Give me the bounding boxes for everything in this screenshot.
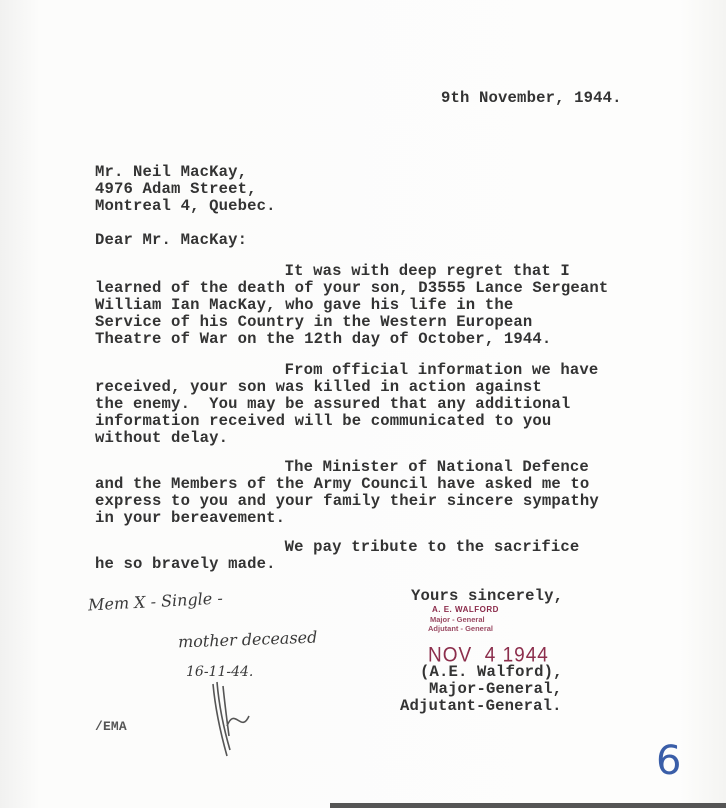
recipient-name: Mr. Neil MacKay, — [95, 163, 248, 181]
stamp-post: Adjutant - General — [428, 624, 494, 633]
reference-initials: /EMA — [95, 719, 127, 734]
handwritten-note-line2: mother deceased — [177, 627, 318, 652]
text-line: without delay. — [95, 429, 229, 447]
letter-date: 9th November, 1944. — [441, 89, 622, 107]
recipient-street: 4976 Adam Street, — [95, 180, 257, 198]
handwritten-initials-icon — [205, 676, 265, 766]
handwritten-note-date: 16-11-44. — [186, 664, 254, 680]
text-line: We pay tribute to the sacrifice — [104, 538, 580, 556]
text-line: learned of the death of your son, D3555 Lance Sergeant — [95, 279, 609, 297]
text-line: he so bravely made. — [95, 555, 276, 573]
text-line: in your bereavement. — [95, 509, 286, 527]
received-date-stamp: NOV 4 1944 — [428, 643, 549, 667]
text-line: The Minister of National Defence — [104, 458, 589, 476]
text-line: From official information we have — [104, 361, 599, 379]
text-line: express to you and your family their sincere sympathy — [95, 492, 599, 510]
handwritten-note-line1: Mem X - Single - — [87, 588, 224, 615]
recipient-city: Montreal 4, Quebec. — [95, 197, 276, 215]
stamp-name: A. E. WALFORD — [432, 605, 499, 614]
text-line: William Ian MacKay, who gave his life in the — [95, 296, 514, 314]
text-line: the enemy. You may be assured that any additional — [95, 395, 571, 413]
text-line: Theatre of War on the 12th day of October, 1944. — [95, 330, 552, 348]
text-line: Service of his Country in the Western European — [95, 313, 533, 331]
text-line: It was with deep regret that I — [104, 262, 570, 280]
closing: Yours sincerely, — [411, 587, 564, 605]
salutation: Dear Mr. MacKay: — [95, 231, 248, 249]
stamp-rank: Major - General — [430, 615, 485, 624]
text-line: and the Members of the Army Council have asked me to — [95, 475, 590, 493]
signatory-name: (A.E. Walford), — [420, 663, 563, 681]
text-line: information received will be communicated to you — [95, 412, 552, 430]
scan-edge-shadow — [330, 803, 726, 808]
signatory-post: Adjutant-General. — [400, 697, 562, 715]
handwritten-page-number: 6 — [656, 738, 682, 784]
signatory-rank: Major-General, — [429, 680, 563, 698]
text-line: received, your son was killed in action against — [95, 378, 542, 396]
